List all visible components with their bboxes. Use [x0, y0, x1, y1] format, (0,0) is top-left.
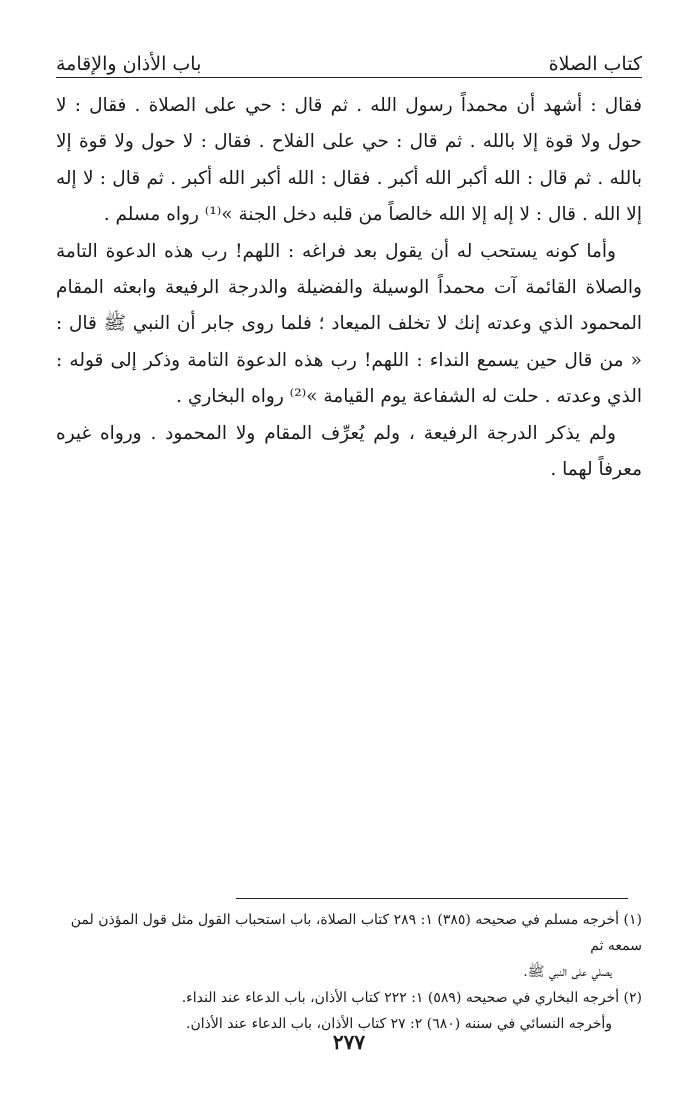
footnotes	[56, 907, 642, 1037]
book-title: كتاب الصلاة	[548, 53, 642, 75]
main-text	[56, 88, 642, 488]
footnote-2-line-2: وأخرجه النسائي في سننه (٦٨٠) ٢: ٢٧ كتاب الأذان، باب الدعاء عند الأذان.	[186, 1016, 612, 1032]
footnote-divider	[236, 898, 628, 899]
running-header	[56, 34, 642, 74]
header-divider	[56, 77, 642, 78]
footnote-1-line-2: يصلي على النبي ﷺ.	[523, 964, 612, 980]
footnote-1-line-1: (١) أخرجه مسلم في صحيحه (٣٨٥) ١: ٢٨٩ كتاب الصلاة، باب استحباب القول مثل قول المؤذن لمن سمعه ثم	[70, 912, 642, 954]
paragraph-dua-after-adhan: وأما كونه يستحب له أن يقول بعد فراغه : اللهم! رب هذه الدعوة التامة والصلاة القائمة آت محمداً الوسيلة والفضيلة والدرجة الرفيعة وابعثه المقام المحمود الذي وعدته إنك لا تخلف الميعاد ؛ فلما روى جابر أن النبي ﷺ قال : « من قال حين يسمع النداء : اللهم! رب هذه الدعوة التامة وذكر إلى قوله : الذي وعدته . حلت له الشفاعة يوم القيامة »⁽²⁾ رواه البخاري .	[56, 240, 642, 408]
chapter-title: باب الأذان والإقامة	[56, 53, 202, 75]
paragraph-adhan-response: فقال : أشهد أن محمداً رسول الله . ثم قال : حي على الصلاة . فقال : لا حول ولا قوة إلا بالله . ثم قال : حي على الفلاح . فقال : لا حول ولا قوة إلا بالله . ثم قال : الله أكبر الله أكبر . فقال : الله أكبر الله أكبر . ثم قال : لا إله إلا الله . قال : لا إله إلا الله خالصاً من قلبه دخل الجنة »⁽¹⁾ رواه مسلم .	[56, 95, 642, 226]
paragraph-narration-note: ولم يذكر الدرجة الرفيعة ، ولم يُعرِّف المقام ولا المحمود . ورواه غيره معرفاً لهما .	[56, 422, 642, 481]
footnote-2-line-1: (٢) أخرجه البخاري في صحيحه (٥٨٩) ١: ٢٢٢ كتاب الأذان، باب الدعاء عند النداء.	[181, 990, 642, 1006]
page-number: ٢٧٧	[332, 1030, 366, 1054]
